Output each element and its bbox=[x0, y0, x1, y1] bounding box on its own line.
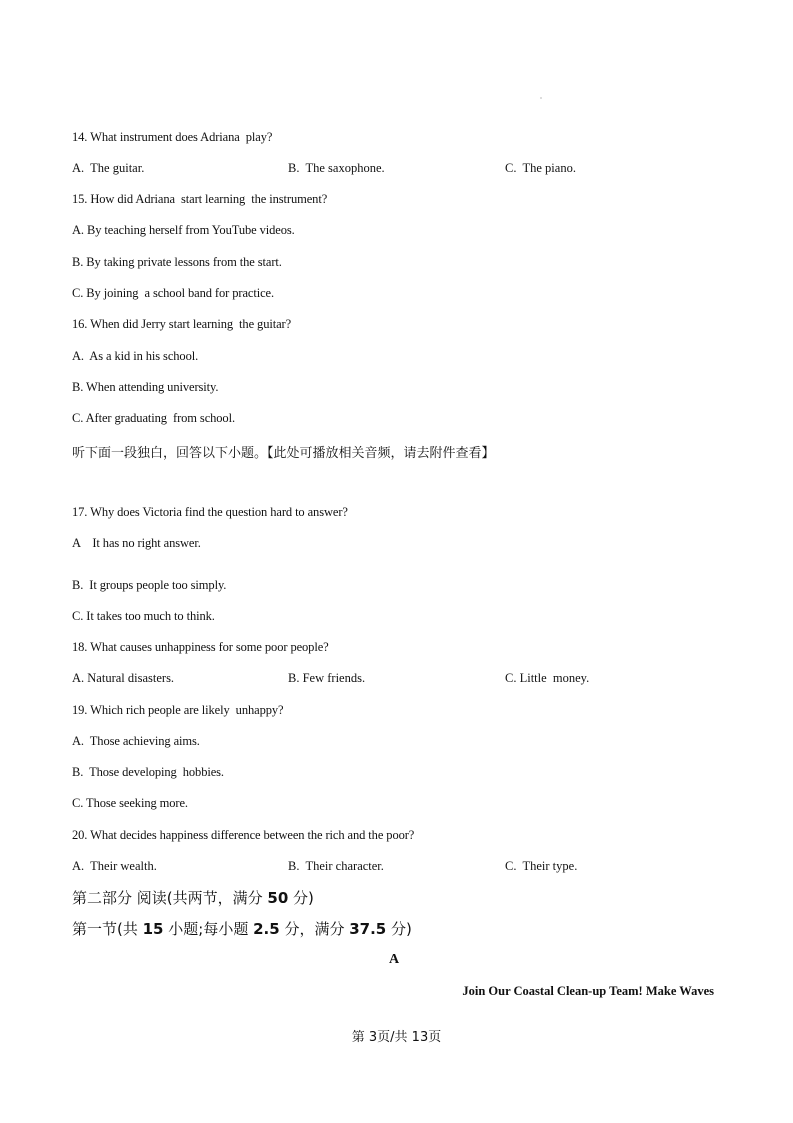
q20-option-b: B. Their character. bbox=[288, 859, 384, 873]
page-footer: 第 3页/共 13页 bbox=[351, 1030, 442, 1045]
question-19: 19. Which rich people are likely unhappy? bbox=[72, 703, 284, 717]
question-20: 20. What decides happiness difference between the rich and the poor? bbox=[72, 828, 415, 842]
question-18: 18. What causes unhappiness for some poor people? bbox=[72, 640, 329, 654]
section1-heading bbox=[72, 918, 412, 939]
q19-option-a: A. Those achieving aims. bbox=[72, 734, 200, 748]
section1-count: 15 bbox=[142, 920, 164, 938]
q14-option-c: C. The piano. bbox=[505, 161, 576, 175]
scan-speck bbox=[540, 97, 542, 99]
q18-option-a: A. Natural disasters. bbox=[72, 671, 175, 685]
passage-letter: A bbox=[389, 952, 400, 967]
question-15: 15. How did Adriana start learning the instrument? bbox=[72, 192, 328, 206]
section1-suffix: 分) bbox=[386, 920, 412, 938]
listening-instruction: 听下面一段独白，回答以下小题。【此处可播放相关音频，请去附件查看】 bbox=[72, 446, 495, 461]
section1-prefix: 第一节(共 bbox=[72, 920, 143, 938]
section1-mid: 小题;每小题 bbox=[163, 920, 254, 938]
q15-option-b: B. By taking private lessons from the start. bbox=[72, 255, 282, 269]
q18-option-b: B. Few friends. bbox=[288, 671, 366, 685]
q18-option-c: C. Little money. bbox=[505, 671, 590, 685]
q19-option-c: C. Those seeking more. bbox=[72, 796, 188, 810]
q14-option-a: A. The guitar. bbox=[72, 161, 145, 175]
q19-option-b: B. Those developing hobbies. bbox=[72, 765, 224, 779]
q16-option-b: B. When attending university. bbox=[72, 380, 219, 394]
question-14: 14. What instrument does Adriana play? bbox=[72, 130, 273, 144]
section1-each: 2.5 bbox=[253, 920, 280, 938]
q15-option-a: A. By teaching herself from YouTube videos. bbox=[72, 223, 295, 237]
q16-option-a: A. As a kid in his school. bbox=[72, 349, 199, 363]
section1-mid2: 分，满分 bbox=[279, 920, 350, 938]
q17-option-b: B. It groups people too simply. bbox=[72, 578, 227, 592]
q20-option-a: A. Their wealth. bbox=[72, 859, 157, 873]
part2-heading-prefix: 第二部分 阅读(共两节，满分 bbox=[72, 889, 268, 907]
part2-heading bbox=[72, 887, 314, 908]
part2-heading-score: 50 bbox=[267, 889, 289, 907]
passage-title: Join Our Coastal Clean-up Team! Make Waves bbox=[462, 984, 714, 998]
question-17: 17. Why does Victoria find the question hard to answer? bbox=[72, 505, 348, 519]
part2-heading-suffix: 分) bbox=[288, 889, 314, 907]
q17-option-a: A It has no right answer. bbox=[72, 536, 201, 550]
q17-option-c: C. It takes too much to think. bbox=[72, 609, 215, 623]
q20-option-c: C. Their type. bbox=[505, 859, 578, 873]
q15-option-c: C. By joining a school band for practice. bbox=[72, 286, 275, 300]
q16-option-c: C. After graduating from school. bbox=[72, 411, 235, 425]
q14-option-b: B. The saxophone. bbox=[288, 161, 385, 175]
section1-total: 37.5 bbox=[349, 920, 387, 938]
question-16: 16. When did Jerry start learning the guitar? bbox=[72, 317, 292, 331]
